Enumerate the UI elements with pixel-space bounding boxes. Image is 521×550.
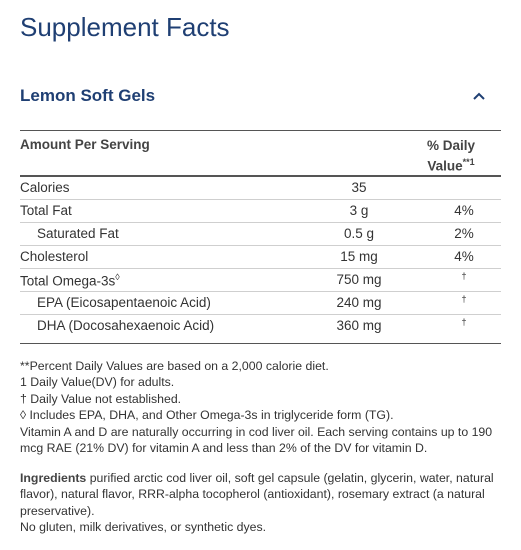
row-amount: 15 mg (340, 249, 378, 264)
row-dv: † (461, 317, 467, 327)
ingredients-section (20, 470, 510, 536)
row-amount: 240 mg (336, 295, 382, 310)
header-dv-line1: % Daily (426, 138, 476, 153)
table-row (20, 269, 501, 292)
page-title: Supplement Facts (20, 12, 230, 42)
header-dv-sup: **1 (462, 157, 475, 167)
footnote: **Percent Daily Values are based on a 2,000 calorie diet. (20, 359, 329, 373)
header-dv-line2: Value (427, 158, 463, 174)
row-name: EPA (Eicosapentaenoic Acid) (37, 295, 211, 310)
row-name: Calories (20, 180, 70, 195)
table-bottom-rule (20, 343, 501, 344)
row-amount: 750 mg (336, 272, 382, 287)
row-amount: 360 mg (336, 318, 382, 333)
ingredients-label: Ingredients (20, 471, 87, 485)
row-name (20, 272, 120, 289)
row-amount: 0.5 g (343, 226, 375, 241)
footnote: Vitamin A and D are naturally occurring in cod liver oil. Each serving contains up to 190 mcg RAE (21% DV) for vitamin A and less than 2% of the DV for vitamin D. (20, 424, 493, 456)
product-name: Lemon Soft Gels (20, 86, 156, 105)
row-name: Total Fat (20, 203, 72, 218)
header-amount-per-serving: Amount Per Serving (20, 137, 150, 152)
accordion-header[interactable] (20, 86, 501, 110)
header-daily-value (415, 137, 487, 175)
table-row (20, 200, 501, 223)
row-amount: 35 (351, 180, 367, 195)
ingredients-text: purified arctic cod liver oil, soft gel capsule (gelatin, glycerin, water, natural flavor), natural flavor, RRR-alpha tocopherol (antioxidant), rosemary extract (a natural preservative). (20, 471, 494, 518)
row-dv: † (461, 294, 467, 304)
row-name: Cholesterol (20, 249, 89, 264)
table-row (20, 246, 501, 269)
row-dv: † (461, 271, 467, 281)
facts-table (20, 130, 501, 344)
footnote: † Daily Value not established. (20, 391, 182, 406)
table-header (20, 131, 501, 177)
row-dv: 4% (454, 249, 474, 264)
row-amount: 3 g (349, 203, 369, 218)
ingredients-paragraph (20, 470, 510, 519)
table-row (20, 315, 501, 337)
free-from-text: No gluten, milk derivatives, or synthetic dyes. (20, 520, 267, 535)
row-name: DHA (Docosahexaenoic Acid) (37, 318, 215, 333)
footnotes (20, 358, 510, 456)
row-name-sup: ◊ (115, 272, 120, 282)
footnote: ◊ Includes EPA, DHA, and Other Omega-3s in triglyceride form (TG). (20, 408, 394, 423)
chevron-up-icon[interactable] (471, 88, 487, 104)
row-dv: 2% (454, 226, 474, 241)
footnote: 1 Daily Value(DV) for adults. (20, 375, 175, 390)
table-row (20, 177, 501, 200)
row-dv: 4% (454, 203, 474, 218)
table-row (20, 292, 501, 315)
row-name: Saturated Fat (37, 226, 119, 241)
row-name-text: Total Omega-3s (20, 273, 116, 289)
table-row (20, 223, 501, 246)
